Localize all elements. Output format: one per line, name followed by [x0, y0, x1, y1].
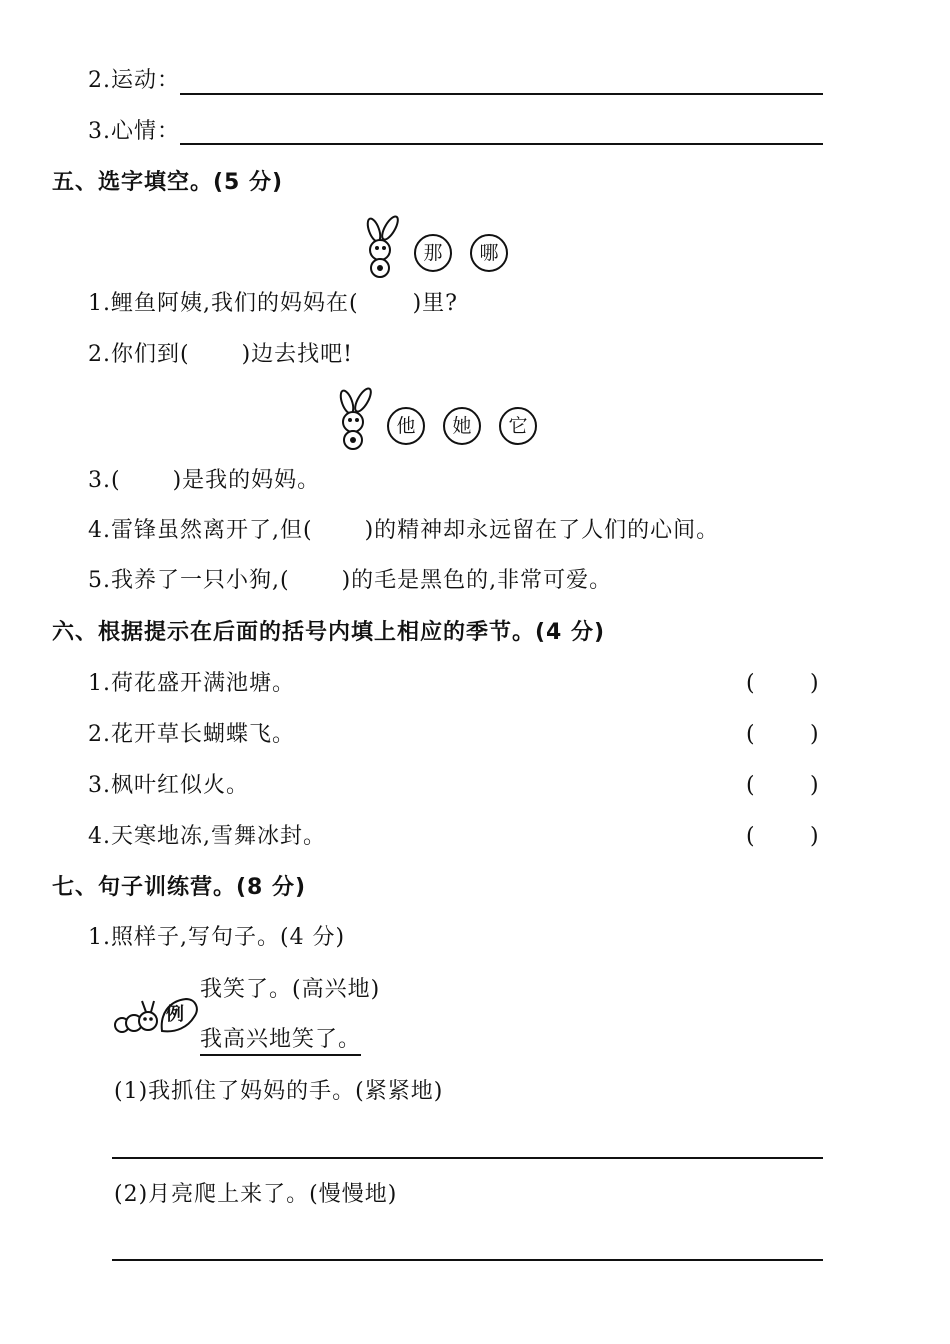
q2-post: )边去找吧!	[241, 342, 354, 367]
answer-close-paren: )	[810, 773, 819, 798]
example-line1: 我笑了。(高兴地)	[200, 977, 381, 1002]
answer-open-paren: (	[746, 671, 755, 696]
sub1-prompt: (1)我抓住了妈妈的手。(紧紧地)	[114, 1079, 444, 1104]
answer-close-paren: )	[810, 671, 819, 696]
option-na-question: 哪	[470, 234, 508, 272]
example-line2-wrap	[200, 1025, 361, 1055]
season-answer-blank[interactable]	[758, 720, 808, 750]
season-item: 2.花开草长蝴蝶飞。	[88, 722, 295, 747]
season-answer-blank[interactable]	[758, 669, 808, 699]
answer-open-paren: (	[746, 773, 755, 798]
q2-line	[88, 340, 353, 370]
q4-pre: 4.雷锋虽然离开了,但(	[88, 518, 313, 543]
answer-line-sub2[interactable]	[112, 1259, 823, 1261]
answer-line-mood[interactable]	[180, 143, 823, 145]
option-ta-it: 它	[499, 407, 537, 445]
season-answer-blank[interactable]	[758, 771, 808, 801]
q2-pre: 2.你们到(	[88, 342, 190, 367]
section7-title: 七、句子训练营。(8 分)	[52, 875, 307, 900]
q5-pre: 5.我养了一只小狗,(	[88, 568, 290, 593]
answer-close-paren: )	[810, 722, 819, 747]
q3-post: )是我的妈妈。	[172, 468, 321, 493]
item-mood-label: 3.心情：	[88, 119, 180, 144]
q3-pre: 3.(	[88, 468, 121, 493]
season-answer-blank[interactable]	[758, 822, 808, 852]
sub2-prompt: (2)月亮爬上来了。(慢慢地)	[114, 1182, 398, 1207]
q5-post: )的毛是黑色的,非常可爱。	[341, 568, 613, 593]
q3-line	[88, 466, 320, 496]
q1-post: )里?	[412, 291, 458, 316]
season-item: 3.枫叶红似火。	[88, 773, 249, 798]
option-ta-he: 他	[387, 407, 425, 445]
q7-1-prompt: 1.照样子,写句子。(4 分)	[88, 925, 346, 950]
answer-line-sub1[interactable]	[112, 1157, 823, 1159]
q4-line	[88, 516, 719, 546]
rabbit-icon	[333, 392, 381, 452]
q1-line	[88, 289, 458, 319]
example-badge: 例	[166, 1004, 184, 1025]
section6-title: 六、根据提示在后面的括号内填上相应的季节。(4 分)	[52, 620, 606, 645]
answer-line-sport[interactable]	[180, 93, 823, 95]
section5-title: 五、选字填空。(5 分)	[52, 170, 284, 195]
season-item: 1.荷花盛开满池塘。	[88, 671, 295, 696]
q4-post: )的精神却永远留在了人们的心间。	[364, 518, 720, 543]
q5-line	[88, 566, 612, 596]
item-sport-label: 2.运动：	[88, 68, 180, 93]
answer-open-paren: (	[746, 722, 755, 747]
q1-pre: 1.鲤鱼阿姨,我们的妈妈在(	[88, 291, 359, 316]
caterpillar-icon	[110, 995, 202, 1043]
rabbit-icon	[360, 220, 408, 280]
answer-open-paren: (	[746, 824, 755, 849]
example-line2: 我高兴地笑了。	[200, 1027, 361, 1056]
option-ta-she: 她	[443, 407, 481, 445]
answer-close-paren: )	[810, 824, 819, 849]
option-na: 那	[414, 234, 452, 272]
season-item: 4.天寒地冻,雪舞冰封。	[88, 824, 326, 849]
